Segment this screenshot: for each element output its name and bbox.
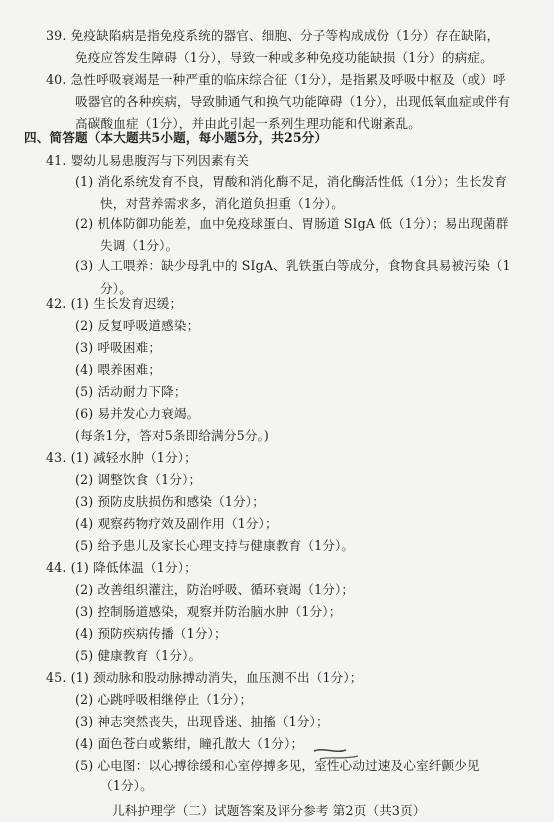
text-line: (5) 活动耐力下降；: [75, 384, 187, 399]
text-line: (2) 机体防御功能差，血中免疫球蛋白、胃肠道 SIgA 低（1分）；易出现菌群: [75, 216, 509, 231]
text-line: 吸器官的各种疾病，导致肺通气和换气功能障碍（1分），出现低氧血症或伴有: [75, 94, 511, 109]
text-line: (5) 心电图：以心搏徐缓和心室停搏多见，室性心动过速及心室纤颤少见: [75, 758, 480, 773]
text-line: (3) 人工喂养：缺少母乳中的 SIgA、乳铁蛋白等成分，食物食具易被污染（1: [75, 258, 511, 273]
text-line: (3) 预防皮肤损伤和感染（1分）；: [75, 494, 265, 509]
text-line: 42. (1) 生长发育迟缓；: [46, 296, 183, 311]
text-line: 四、简答题（本大题共5小题，每小题5分，共25分）: [24, 130, 328, 145]
text-line: (2) 反复呼吸道感染；: [75, 318, 200, 333]
text-line: 快，对营养需求多，消化道负担重（1分）。: [100, 196, 344, 211]
text-line: 41. 婴幼儿易患腹泻与下列因素有关: [46, 153, 250, 168]
text-line: (4) 预防疾病传播（1分）；: [75, 626, 227, 641]
text-line: (4) 观察药物疗效及副作用（1分）；: [75, 516, 278, 531]
text-line: （1分）。: [100, 778, 153, 793]
text-line: 高碳酸血症（1分），并由此引起一系列生理功能和代谢紊乱。: [75, 116, 421, 131]
text-line: 44. (1) 降低体温（1分）；: [46, 560, 197, 575]
page-footer: 儿科护理学（二）试题答案及评分参考 第2页（共3页）: [112, 803, 426, 818]
text-line: (3) 神志突然丧失，出现昏迷、抽搐（1分）；: [75, 714, 329, 729]
text-line: 分）。: [100, 281, 132, 296]
ink-smudge-mark: [312, 745, 362, 763]
text-line: (5) 给予患儿及家长心理支持与健康教育（1分）。: [75, 538, 355, 553]
text-line: (1) 消化系统发育不良，胃酸和消化酶不足，消化酶活性低（1分）；生长发育: [75, 174, 508, 189]
text-line: (4) 面色苍白或紫绀，瞳孔散大（1分）；: [75, 736, 304, 751]
text-line: 免疫应答发生障碍（1分），导致一种或多种免疫功能缺损（1分）的病症。: [75, 50, 493, 65]
text-line: 45. (1) 颈动脉和股动脉搏动消失，血压测不出（1分）；: [46, 670, 363, 685]
text-line: (2) 调整饮食（1分）；: [75, 472, 202, 487]
text-line: 43. (1) 减轻水肿（1分）；: [46, 450, 197, 465]
text-line: (3) 呼吸困难；: [75, 340, 162, 355]
text-line: (6) 易并发心力衰竭。: [75, 406, 200, 421]
text-line: (4) 喂养困难；: [75, 362, 162, 377]
text-line: 39. 免疫缺陷病是指免疫系统的器官、细胞、分子等构成成份（1分）存在缺陷，: [46, 28, 500, 43]
text-line: 40. 急性呼吸衰竭是一种严重的临床综合征（1分），是指累及呼吸中枢及（或）呼: [46, 72, 506, 87]
text-line: 失调（1分）。: [100, 238, 179, 253]
text-line: (5) 健康教育（1分）。: [75, 648, 202, 663]
text-line: (2) 改善组织灌注，防治呼吸、循环衰竭（1分）；: [75, 582, 355, 597]
text-line: (每条1分，答对5条即给满分5分。): [75, 428, 269, 443]
text-line: (2) 心跳呼吸相继停止（1分）；: [75, 692, 253, 707]
text-line: (3) 控制肠道感染，观察并防治脑水肿（1分）；: [75, 604, 342, 619]
